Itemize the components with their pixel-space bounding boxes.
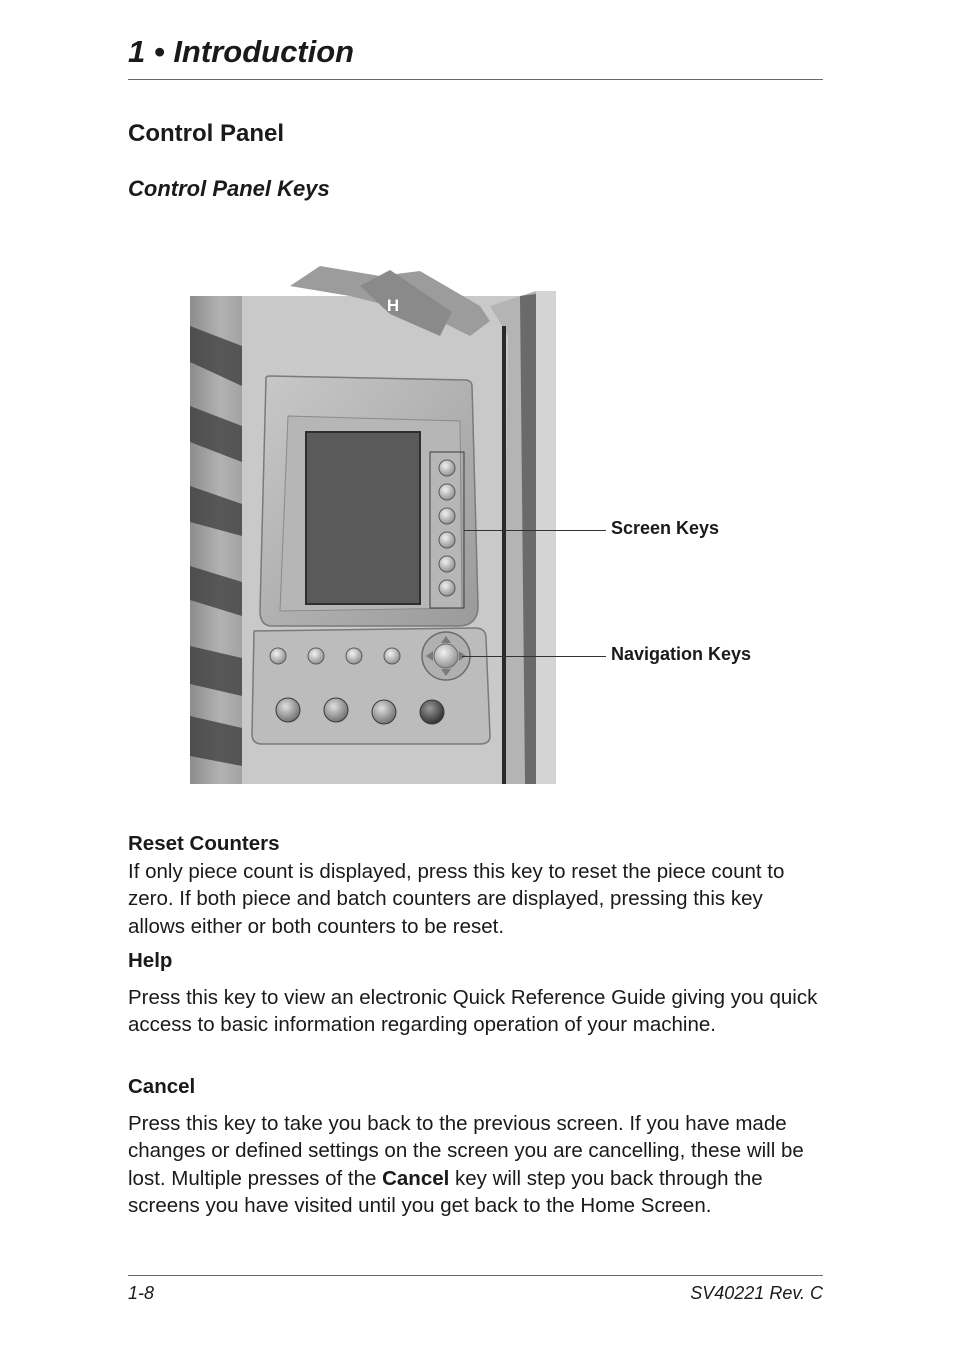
document-id: SV40221 Rev. C — [690, 1283, 823, 1303]
chapter-title: 1 • Introduction — [128, 34, 355, 69]
subsection-title: Control Panel Keys — [128, 176, 330, 201]
panel-letter: H — [386, 296, 400, 315]
control-panel-photo — [190, 266, 556, 784]
section-title: Control Panel — [128, 120, 285, 147]
header-rule — [128, 79, 823, 80]
cancel-text-part-1: Press this key to take you back to the previous screen. If you have made changes or defined settings on the screen you are cancelling, these will be lost. Multiple presses of the — [128, 1111, 804, 1190]
navigation-keys-label: Navigation Keys — [611, 644, 752, 664]
help-section — [128, 947, 823, 1039]
cancel-section — [128, 1073, 823, 1220]
reset-counters-heading: Reset Counters — [128, 832, 280, 855]
screen-keys-leader — [464, 530, 606, 531]
reset-counters-text: If only piece count is displayed, press this key to reset the piece count to zero. If both piece and batch counters are displayed, pressing this key allows either or both counters to be reset. — [128, 859, 785, 938]
cancel-heading: Cancel — [128, 1075, 196, 1098]
help-heading: Help — [128, 949, 173, 972]
reset-counters-section — [128, 830, 823, 940]
cancel-text-part-2: key will step you back through the screens you have visited until you get back to the Home Screen. — [128, 1166, 763, 1217]
screen-keys-label: Screen Keys — [611, 518, 720, 538]
cancel-text — [128, 1110, 823, 1220]
help-text: Press this key to view an electronic Quick Reference Guide giving you quick access to basic information regarding operation of your machine. — [128, 985, 818, 1036]
navigation-keys-leader — [462, 656, 606, 657]
page-number: 1-8 — [128, 1283, 155, 1303]
cancel-key-name: Cancel — [382, 1166, 450, 1190]
footer-rule — [128, 1275, 823, 1276]
